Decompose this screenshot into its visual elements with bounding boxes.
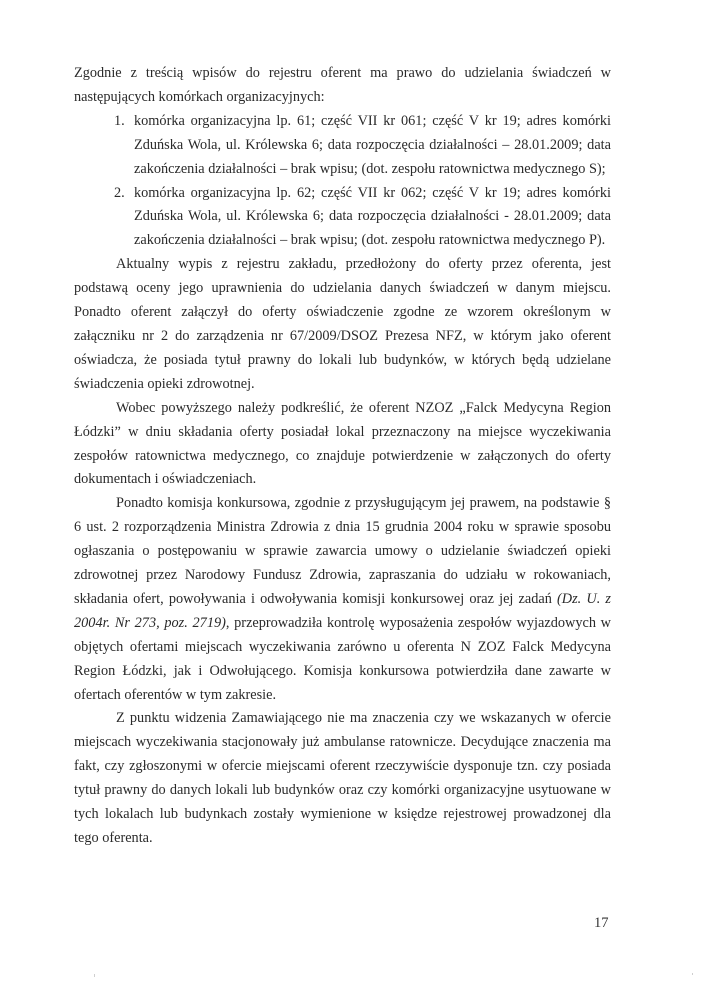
intro-paragraph: Zgodnie z treścią wpisów do rejestru oferent ma prawo do udzielania świadczeń w następujących komórkach organizacyjnych:: [74, 65, 611, 105]
list-item-number: 2.: [114, 184, 125, 201]
list-item-text: komórka organizacyjna lp. 62; część VII kr 062; część V kr 19; adres komórki Zduńska Wola, ul. Królewska 6; data rozpoczęcia działalności - 28.01.2009; data zakończenia działalności – brak wpisu; (dot. zespołu ratownictwa medycznego P).: [134, 184, 611, 249]
document-body: [74, 62, 611, 851]
paragraph-contracting-party-view: Z punktu widzenia Zamawiającego nie ma znaczenia czy we wskazanych w ofercie miejscach wyczekiwania stacjonowały już ambulanse ratownicze. Decydujące znaczenia ma fakt, czy zgłoszonymi w ofercie miejscami oferent rzeczywiście dysponuje tzn. czy posiada tytuł prawny do danych lokali lub budynków oraz czy komórki organizacyjne usytuowane w tych lokalach lub budynkach zostały wymienione w księdze rejestrowej prowadzonej dla tego oferenta.: [74, 710, 611, 846]
paragraph-falck-premises: Wobec powyższego należy podkreślić, że oferent NZOZ „Falck Medycyna Region Łódzki” w dniu składania oferty posiadał lokal przeznaczony na miejsce wyczekiwania zespołów ratownictwa medycznego, co znajduje potwierdzenie w załączonych do oferty dokumentach i oświadczeniach.: [74, 399, 611, 488]
page-number: 17: [594, 915, 609, 931]
list-item: [74, 182, 611, 254]
paragraph-commission-inspection: [74, 492, 611, 707]
paragraph-text: , przeprowadziła kontrolę wyposażenia zespołów wyjazdowych w objętych ofertami miejscach wyczekiwania zarówno u oferenta N ZOZ Falck Medycyna Region Łódzki, jak i Odwołującego. Komisja konkursowa potwierdziła dane zawarte w ofertach oferentów w tym zakresie.: [74, 614, 611, 703]
list-item: [74, 110, 611, 182]
scan-speck: [692, 973, 693, 975]
paragraph-registry-extract: Aktualny wypis z rejestru zakładu, przedłożony do oferty przez oferenta, jest podstawą oceny jego uprawnienia do udzielania danych świadczeń w danym miejscu. Ponadto oferent załączył do oferty oświadczenie zgodne ze wzorem określonym w załączniku nr 2 do zarządzenia nr 67/2009/DSOZ Prezesa NFZ, w którym jako oferent oświadcza, że posiada tytuł prawny do lokali lub budynków, w których będą udzielane świadczenia opieki zdrowotnej.: [74, 256, 611, 392]
list-item-number: 1.: [114, 112, 125, 129]
list-item-text: komórka organizacyjna lp. 61; część VII kr 061; część V kr 19; adres komórki Zduńska Wola, ul. Królewska 6; data rozpoczęcia działalności – 28.01.2009; data zakończenia działalności – brak wpisu; (dot. zespołu ratownictwa medycznego S);: [134, 112, 611, 177]
paragraph-text: Ponadto komisja konkursowa, zgodnie z przysługującym jej prawem, na podstawie § 6 ust. 2 rozporządzenia Ministra Zdrowia z dnia 15 grudnia 2004 roku w sprawie sposobu ogłaszania o postępowaniu w sprawie zawarcia umowy o udzielanie świadczeń opieki zdrowotnej przez Narodowy Fundusz Zdrowia, zapraszania do udziału w rokowaniach, składania ofert, powoływania i odwoływania komisji konkursowej oraz jej zadań: [74, 495, 611, 607]
organizational-units-list: [74, 110, 611, 253]
scan-speck: [94, 974, 95, 977]
legal-citation: (Dz. U. z 2004r. Nr 273, poz. 2719): [74, 590, 611, 631]
